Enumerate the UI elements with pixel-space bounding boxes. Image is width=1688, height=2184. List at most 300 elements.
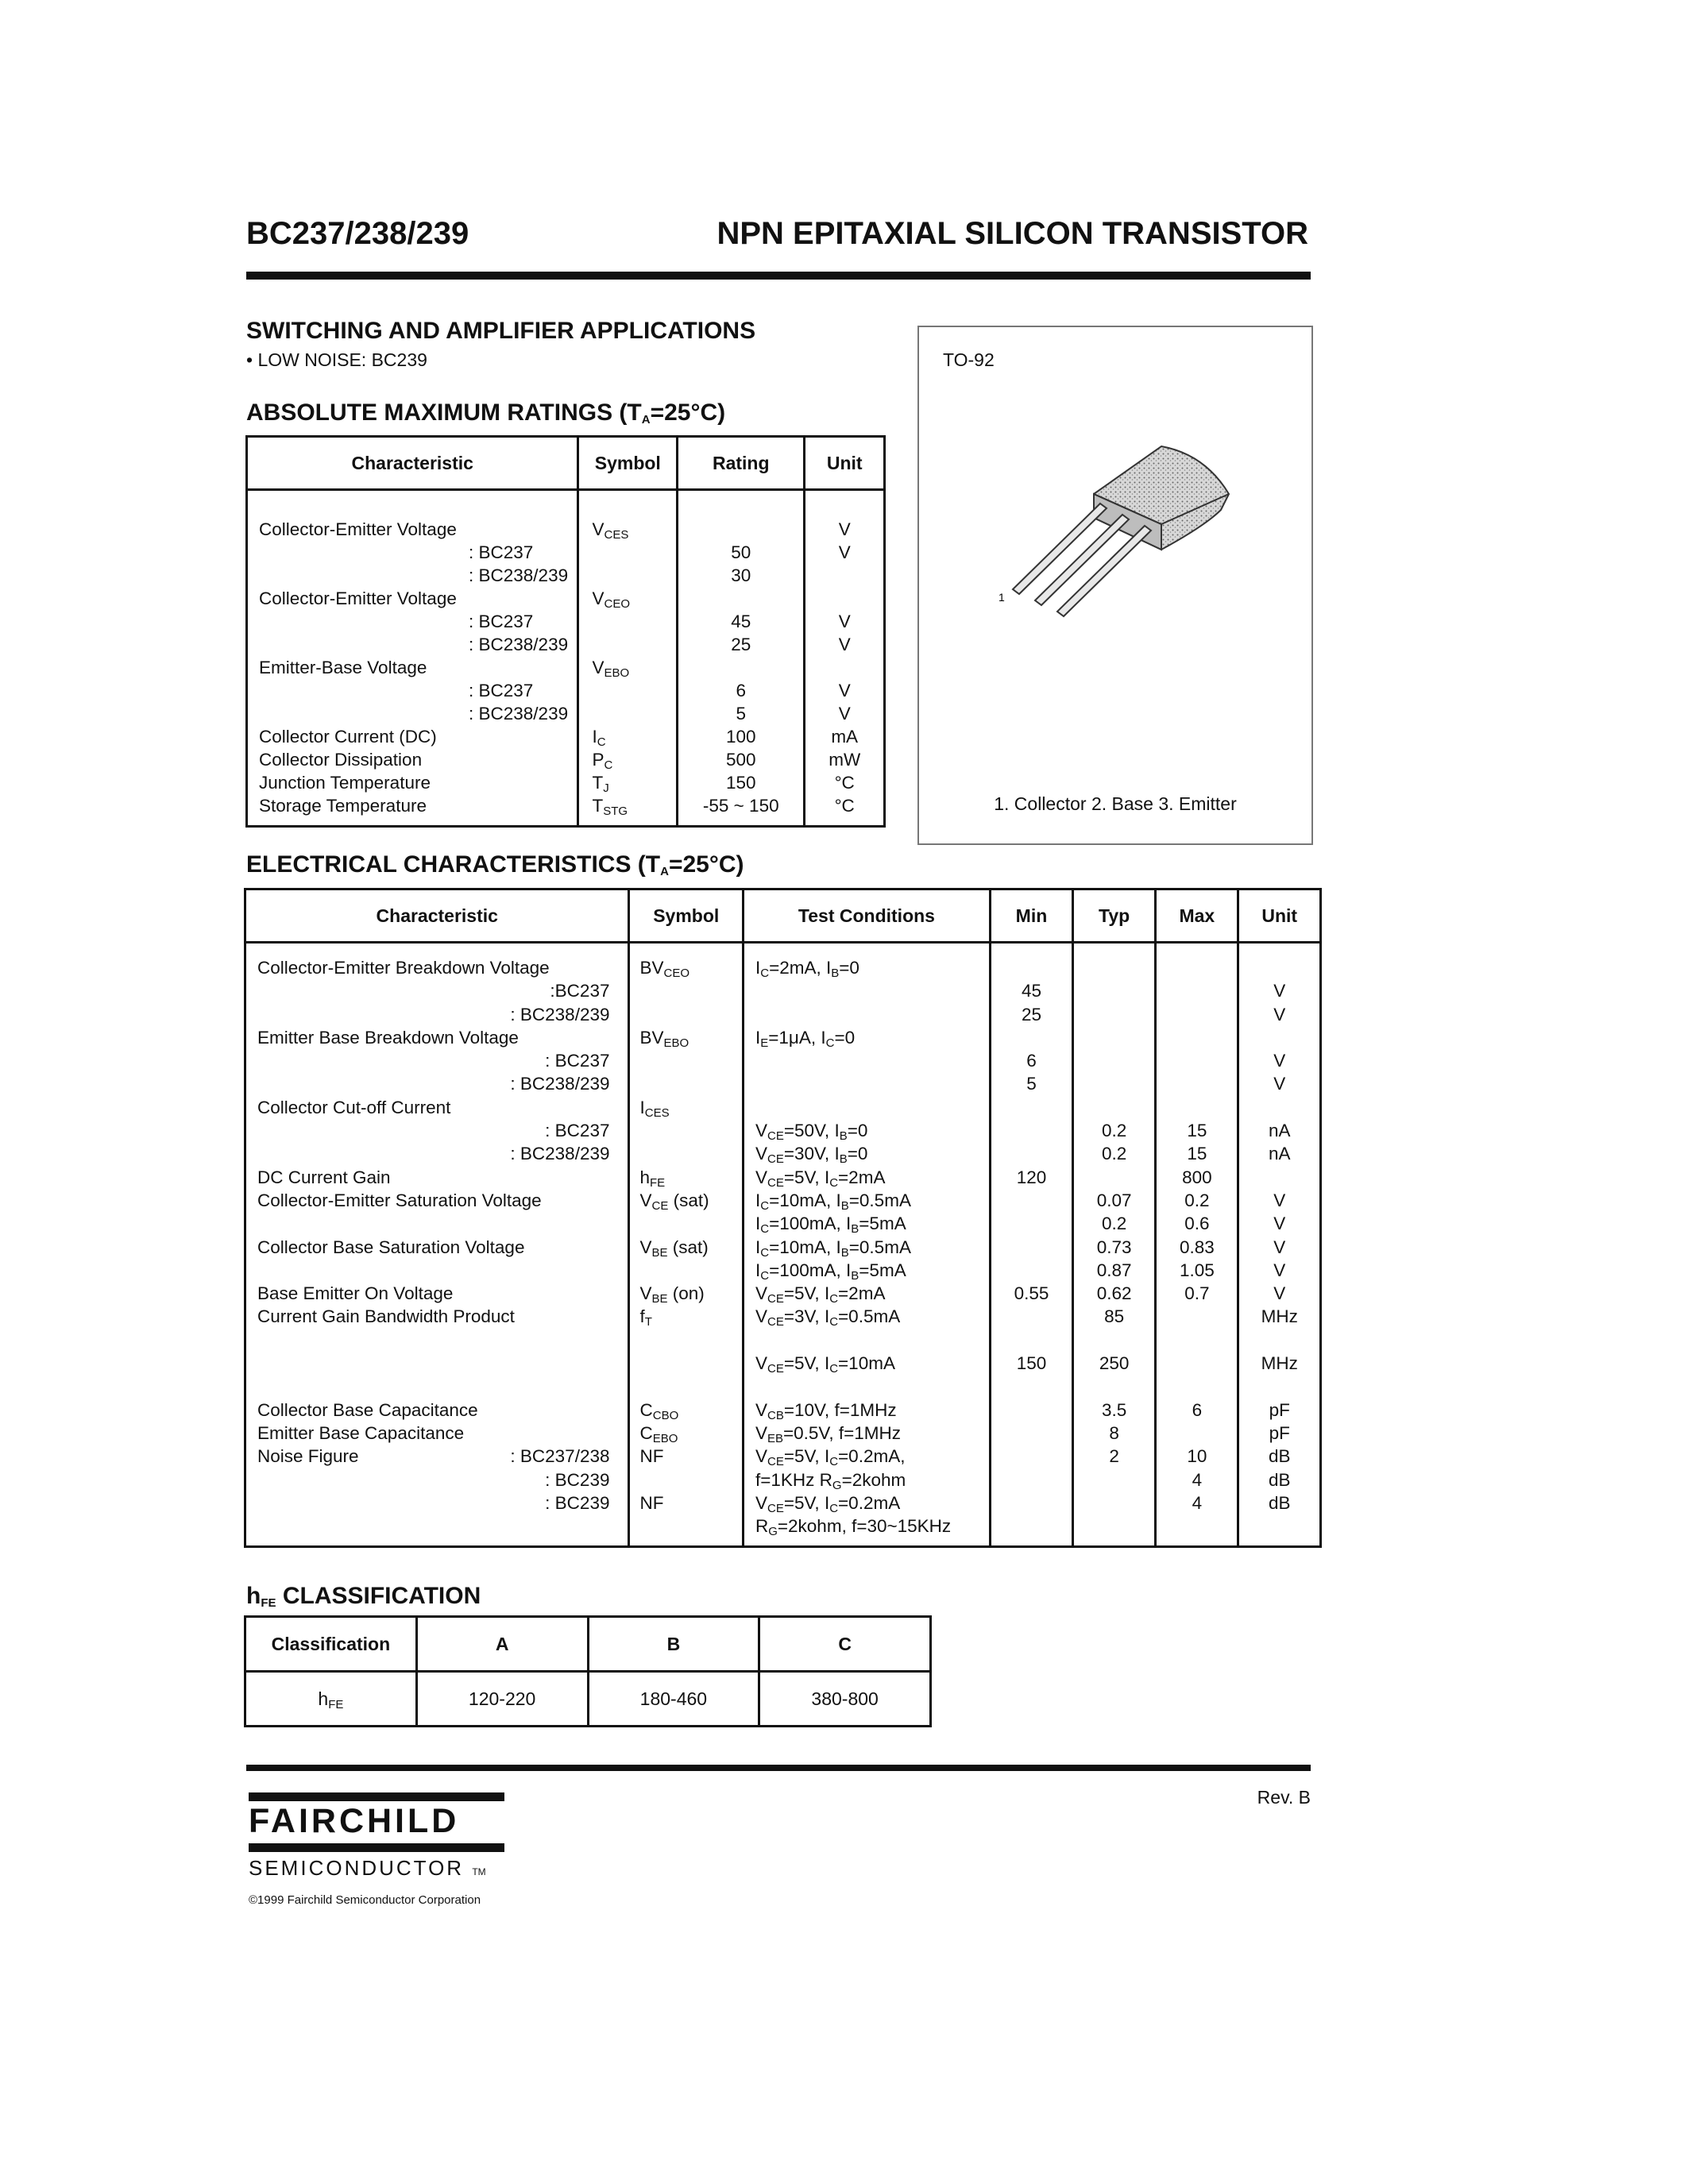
elec-heading: ELECTRICAL CHARACTERISTICS $(T_A=25^\circ C)$ — [246, 851, 744, 878]
elec-typ-value — [1075, 1049, 1153, 1072]
elec-symbol — [639, 1072, 740, 1095]
elec-unit-value: V — [1273, 1051, 1286, 1071]
elec-characteristic — [257, 1049, 627, 1072]
abs-max-symbol — [592, 610, 675, 633]
subscript: BE — [651, 1292, 668, 1306]
elec-max-value — [1157, 1352, 1236, 1375]
subscript: STG — [603, 805, 628, 818]
elec-characteristic-name: Collector Base Capacitance — [257, 1399, 478, 1420]
subscript: C — [829, 1362, 839, 1376]
elec-characteristic — [257, 1259, 627, 1282]
elec-min-value — [992, 1212, 1071, 1235]
abs-max-symbol: $V_{EBO}$ — [592, 658, 630, 680]
subscript: CE — [767, 1501, 784, 1515]
abs-max-unit — [806, 587, 883, 610]
elec-min-value: 150 — [1016, 1353, 1047, 1374]
abs-max-unit: °C — [834, 796, 855, 816]
elec-unit-value: V — [1273, 1237, 1286, 1257]
elec-characteristic-name: Collector Base Saturation Voltage — [257, 1237, 525, 1257]
elec-min-value — [992, 1468, 1071, 1491]
subscript: CE — [651, 1198, 669, 1213]
col-test-conditions: Test Conditions — [743, 889, 990, 943]
abs-max-symbol — [592, 541, 675, 564]
col-symbol: Symbol — [629, 889, 743, 943]
elec-condition — [755, 1096, 988, 1119]
elec-typ-value: 3.5 — [1102, 1399, 1127, 1420]
elec-min-value — [992, 1491, 1071, 1515]
elec-min-value — [992, 1399, 1071, 1422]
elec-max-value: 0.6 — [1184, 1214, 1210, 1234]
subscript: C — [825, 1036, 835, 1050]
elec-typ-value — [1075, 1491, 1153, 1515]
elec-symbol — [639, 1049, 740, 1072]
elec-symbol — [639, 979, 740, 1002]
abs-max-unit: V — [838, 542, 851, 562]
elec-typ-value — [1075, 1096, 1153, 1119]
elec-unit-value — [1240, 1096, 1319, 1119]
elec-characteristic — [257, 1236, 627, 1259]
abs-max-unit: mA — [831, 727, 859, 747]
elec-typ-value: 0.2 — [1102, 1121, 1127, 1141]
elec-symbol — [639, 1468, 740, 1491]
elec-max-value — [1157, 1305, 1236, 1328]
subscript: C — [829, 1175, 839, 1190]
elec-max-value — [1157, 1096, 1236, 1119]
elec-min-value — [992, 1422, 1071, 1445]
applications-heading: SWITCHING AND AMPLIFIER APPLICATIONS — [246, 318, 756, 344]
elec-unit-value — [1240, 1166, 1319, 1189]
elec-min-value: 45 — [1021, 981, 1041, 1001]
col-max: Max — [1156, 889, 1238, 943]
elec-symbol: $I_{CES}$ — [639, 1097, 670, 1120]
elec-min-value: 25 — [1021, 1004, 1041, 1024]
elec-unit-value — [1240, 1026, 1319, 1049]
elec-characteristic — [257, 1305, 627, 1328]
elec-condition — [755, 1329, 988, 1352]
elec-max-value: 15 — [1187, 1144, 1207, 1164]
col-symbol: Symbol — [578, 437, 678, 490]
elec-condition: $I_C=2mA$, $I_B=0$ — [755, 958, 859, 980]
elec-min-value — [992, 1096, 1071, 1119]
abs-max-unit: V — [838, 612, 851, 631]
abs-max-rating — [679, 587, 802, 610]
elec-characteristic-variant: : BC239 — [545, 1469, 610, 1490]
col-rating: Rating — [678, 437, 805, 490]
subscript: CES — [604, 528, 629, 542]
elec-unit-value: dB — [1268, 1469, 1291, 1490]
subscript: C — [760, 1245, 770, 1260]
elec-typ-value: 0.07 — [1096, 1190, 1132, 1210]
elec-unit-value — [1240, 1515, 1319, 1538]
elec-min-value: 6 — [1026, 1051, 1037, 1071]
elec-characteristic-variant: : BC237/238 — [510, 1446, 610, 1467]
elec-unit-value: nA — [1268, 1121, 1291, 1141]
elec-symbol: NF — [639, 1492, 664, 1513]
elec-max-value — [1157, 1003, 1236, 1026]
elec-characteristic — [257, 956, 627, 979]
subscript: C — [829, 1315, 839, 1329]
elec-symbol: $C_{CBO}$ — [639, 1399, 679, 1422]
elec-typ-value — [1075, 1003, 1153, 1026]
abs-max-unit: V — [838, 519, 851, 539]
elec-max-value: 6 — [1192, 1399, 1203, 1420]
abs-max-unit: °C — [834, 773, 855, 793]
abs-max-characteristic: : BC238/239 — [469, 704, 569, 723]
elec-symbol — [639, 1003, 740, 1026]
elec-symbol — [639, 1352, 740, 1375]
elec-symbol: $f_T$ — [639, 1306, 652, 1329]
footer-rule — [246, 1765, 1311, 1771]
subscript: CE — [767, 1455, 784, 1469]
elec-characteristic-name: Collector Cut-off Current — [257, 1097, 451, 1117]
elec-condition: $I_E=1\mu A$, $I_C=0$ — [755, 1027, 856, 1050]
abs-max-rating — [679, 656, 802, 679]
elec-unit-value: V — [1273, 1214, 1286, 1234]
elec-condition: f=1KHz $R_G=2kohm$ — [755, 1469, 906, 1492]
elec-min-value — [992, 1375, 1071, 1398]
elec-min-value — [992, 1445, 1071, 1468]
hfe-value-b: 180-460 — [588, 1672, 759, 1727]
abs-max-rating: 50 — [731, 542, 751, 562]
elec-unit-value: dB — [1268, 1492, 1291, 1513]
elec-max-value — [1157, 1329, 1236, 1352]
elec-symbol: $h_{FE}$ — [639, 1167, 666, 1190]
elec-max-value — [1157, 1375, 1236, 1398]
col-min: Min — [990, 889, 1072, 943]
elec-typ-value: 0.73 — [1096, 1237, 1132, 1257]
abs-max-rating: -55 ~ 150 — [702, 796, 779, 816]
elec-condition: $V_{CE}=5V$, $I_C=2mA$ — [755, 1283, 886, 1306]
elec-max-value — [1157, 1072, 1236, 1095]
subscript: CES — [644, 1106, 670, 1120]
elec-symbol: $BV_{EBO}$ — [639, 1027, 689, 1050]
abs-max-unit: V — [838, 635, 851, 654]
subscript: C — [760, 1268, 770, 1283]
elec-unit-value: nA — [1268, 1144, 1291, 1164]
elec-max-value: 800 — [1182, 1167, 1212, 1187]
elec-characteristic-variant: : BC237 — [545, 1051, 610, 1071]
subscript: FE — [650, 1175, 666, 1190]
elec-characteristic-name: DC Current Gain — [257, 1167, 391, 1187]
abs-max-characteristic: : BC237 — [469, 681, 534, 700]
subscript: EBO — [663, 1036, 689, 1050]
elec-typ-value: 0.87 — [1096, 1260, 1132, 1280]
elec-max-value: 4 — [1192, 1469, 1203, 1490]
abs-max-symbol — [592, 633, 675, 656]
abs-max-rating: 45 — [731, 612, 751, 631]
subscript: G — [832, 1478, 842, 1492]
elec-typ-value — [1075, 1072, 1153, 1095]
elec-typ-value — [1075, 1375, 1153, 1398]
elec-symbol — [639, 1329, 740, 1352]
elec-condition — [755, 1049, 988, 1072]
elec-typ-value: 250 — [1099, 1353, 1130, 1374]
hfe-row-label: $h_{FE}$ — [245, 1672, 417, 1727]
abs-max-symbol — [592, 564, 675, 587]
elec-unit-value — [1240, 956, 1319, 979]
abs-max-ratings — [678, 490, 805, 827]
abs-max-rating: 6 — [736, 681, 746, 700]
elec-min-value — [992, 1236, 1071, 1259]
elec-max-value: 0.7 — [1184, 1283, 1210, 1304]
page-title: NPN EPITAXIAL SILICON TRANSISTOR — [717, 216, 1308, 251]
subscript: CE — [767, 1152, 784, 1167]
subscript: C — [760, 967, 770, 980]
elec-unit-value: V — [1273, 1074, 1286, 1094]
subscript: C — [597, 735, 606, 749]
abs-max-units — [805, 490, 885, 827]
subscript: B — [839, 1129, 848, 1144]
abs-max-symbol: $I_C$ — [592, 727, 606, 749]
hfe-value-a: 120-220 — [416, 1672, 588, 1727]
elec-unit-value: V — [1273, 1260, 1286, 1280]
elec-min-value: 0.55 — [1014, 1283, 1049, 1304]
subscript: C — [760, 1222, 770, 1237]
abs-max-table — [245, 435, 886, 828]
subscript: C — [760, 1198, 770, 1213]
subscript: E — [760, 1036, 769, 1050]
subscript: J — [603, 781, 609, 795]
abs-max-characteristic: Junction Temperature — [259, 773, 431, 793]
abs-max-characteristic: Collector-Emitter Voltage — [259, 519, 457, 539]
abs-max-symbol: $T_J$ — [592, 773, 609, 795]
subscript: T — [644, 1315, 652, 1329]
elec-unit-value: V — [1273, 1004, 1286, 1024]
revision: Rev. B — [1257, 1787, 1311, 1808]
hfe-value-c: 380-800 — [759, 1672, 931, 1727]
abs-max-characteristic: : BC237 — [469, 612, 534, 631]
abs-max-unit: mW — [829, 750, 861, 770]
elec-characteristic — [257, 1375, 627, 1398]
subscript: C — [829, 1455, 839, 1469]
elec-max-value: 0.83 — [1179, 1237, 1215, 1257]
col-characteristic: Characteristic — [245, 889, 629, 943]
subscript: B — [839, 1152, 848, 1167]
subscript: BE — [651, 1245, 668, 1260]
abs-max-symbol: $P_C$ — [592, 750, 613, 772]
elec-condition — [755, 979, 988, 1002]
elec-min-value — [992, 1189, 1071, 1212]
elec-condition: $V_{CE}=30V$, $I_B=0$ — [755, 1144, 868, 1167]
package-panel — [917, 326, 1313, 845]
elec-condition: $V_{CE}=5V$, $I_C=0.2mA$ — [755, 1492, 901, 1515]
subscript: B — [851, 1268, 859, 1283]
elec-typ-value: 8 — [1109, 1422, 1119, 1443]
elec-characteristic — [257, 1468, 627, 1491]
elec-typ-value: 2 — [1109, 1446, 1119, 1467]
elec-symbol — [639, 1515, 740, 1538]
elec-max-value — [1157, 1422, 1236, 1445]
elec-characteristic — [257, 1491, 627, 1515]
col-classification: Classification — [245, 1617, 417, 1672]
elec-characteristic — [257, 1119, 627, 1142]
elec-characteristic-name: Collector-Emitter Saturation Voltage — [257, 1190, 542, 1210]
elec-condition — [755, 1003, 988, 1026]
elec-min-value — [992, 1329, 1071, 1352]
elec-characteristic — [257, 1166, 627, 1189]
subscript: CEO — [663, 967, 690, 980]
elec-unit-value: dB — [1268, 1446, 1291, 1467]
copyright: ©1999 Fairchild Semiconductor Corporation — [249, 1893, 481, 1907]
elec-symbol — [639, 1142, 740, 1165]
header-rule — [246, 272, 1311, 280]
elec-min-value — [992, 1119, 1071, 1142]
elec-characteristic-name: Base Emitter On Voltage — [257, 1283, 454, 1304]
elec-symbol: $V_{BE}$ (sat) — [639, 1237, 709, 1260]
elec-max-value: 1.05 — [1179, 1260, 1215, 1280]
elec-condition — [755, 1072, 988, 1095]
elec-body-row — [245, 943, 1321, 1547]
abs-max-characteristic: Collector Current (DC) — [259, 727, 437, 747]
fairchild-logo — [249, 1792, 504, 1888]
abs-max-unit: V — [838, 681, 851, 700]
elec-symbol: $C_{EBO}$ — [639, 1422, 678, 1445]
elec-unit-value: MHz — [1261, 1353, 1298, 1374]
elec-typ-value: 0.2 — [1102, 1214, 1127, 1234]
elec-condition: $V_{CE}=50V$, $I_B=0$ — [755, 1121, 868, 1144]
col-unit: Unit — [1238, 889, 1321, 943]
elec-max-value: 4 — [1192, 1492, 1203, 1513]
subscript: B — [840, 1198, 849, 1213]
elec-min-value — [992, 1515, 1071, 1538]
elec-condition: $I_C=100mA$, $I_B=5mA$ — [755, 1260, 906, 1283]
elec-min-value — [992, 956, 1071, 979]
elec-characteristic-name: Emitter Base Capacitance — [257, 1422, 465, 1443]
elec-characteristic-variant: : BC238/239 — [510, 1004, 610, 1024]
elec-max-value: 15 — [1187, 1121, 1207, 1141]
elec-symbol — [639, 1259, 740, 1282]
subscript: CE — [767, 1175, 784, 1190]
elec-characteristic — [257, 1142, 627, 1165]
subscript: C — [829, 1292, 839, 1306]
abs-max-rating: 5 — [736, 704, 746, 723]
elec-max-value: 10 — [1187, 1446, 1207, 1467]
elec-characteristic-variant: :BC237 — [550, 981, 610, 1001]
elec-unit-value: V — [1273, 1283, 1286, 1304]
elec-characteristic — [257, 1329, 627, 1352]
elec-characteristic — [257, 1282, 627, 1305]
elec-min-value: 120 — [1016, 1167, 1047, 1187]
subscript: EBO — [604, 666, 630, 680]
elec-symbol: NF — [639, 1446, 664, 1467]
elec-characteristic-variant: : BC239 — [545, 1492, 610, 1513]
elec-typ-value — [1075, 1515, 1153, 1538]
elec-condition — [755, 1375, 988, 1398]
elec-conditions — [743, 943, 990, 1547]
col-c: C — [759, 1617, 931, 1672]
subscript: CE — [767, 1292, 784, 1306]
col-typ: Typ — [1073, 889, 1156, 943]
logo-wordmark: FAIRCHILD — [249, 1802, 460, 1840]
elec-condition: $V_{CB}=10V$, f=1MHz — [755, 1399, 897, 1422]
pin-1-marker: 1 — [999, 591, 1005, 604]
elec-unit-value: MHz — [1261, 1306, 1298, 1327]
abs-max-unit — [806, 656, 883, 679]
abs-max-rating: 25 — [731, 635, 751, 654]
subscript: B — [840, 1245, 849, 1260]
subscript: CBO — [652, 1408, 679, 1422]
elec-characteristic — [257, 1445, 627, 1468]
elec-typ-value — [1075, 1026, 1153, 1049]
abs-max-characteristic: : BC238/239 — [469, 565, 569, 585]
abs-max-header-row — [247, 437, 885, 490]
elec-max-values — [1156, 943, 1238, 1547]
hfe-header-row — [245, 1617, 931, 1672]
abs-max-symbols — [578, 490, 678, 827]
elec-max-value — [1157, 1026, 1236, 1049]
abs-max-unit — [806, 564, 883, 587]
elec-unit-value: pF — [1269, 1422, 1290, 1443]
part-number: BC237/238/239 — [246, 216, 469, 251]
elec-characteristic — [257, 1189, 627, 1212]
elec-unit-value — [1240, 1375, 1319, 1398]
elec-symbols — [629, 943, 743, 1547]
elec-typ-value — [1075, 979, 1153, 1002]
elec-condition: $I_C=10mA$, $I_B=0.5mA$ — [755, 1237, 911, 1260]
elec-condition: $V_{EB}=0.5V$, f=1MHz — [755, 1422, 902, 1445]
elec-characteristic — [257, 1352, 627, 1375]
to92-package-illustration — [967, 438, 1269, 693]
abs-max-rating — [679, 518, 802, 541]
elec-min-value — [992, 1026, 1071, 1049]
abs-max-rating: 30 — [731, 565, 751, 585]
elec-unit-value — [1240, 1329, 1319, 1352]
subscript: CEO — [604, 597, 630, 611]
elec-characteristic-variant: : BC237 — [545, 1121, 610, 1141]
abs-max-characteristic: Collector Dissipation — [259, 750, 423, 770]
subscript: CE — [767, 1362, 784, 1376]
elec-condition: $V_{CE}=5V$, $I_C=10mA$ — [755, 1353, 895, 1376]
pinout-caption: 1. Collector 2. Base 3. Emitter — [994, 793, 1237, 814]
elec-characteristic-variant: : BC238/239 — [510, 1074, 610, 1094]
elec-characteristic — [257, 979, 627, 1002]
subscript: CB — [767, 1408, 784, 1422]
elec-condition: $I_C=10mA$, $I_B=0.5mA$ — [755, 1190, 911, 1213]
elec-characteristic-variant: : BC238/239 — [510, 1144, 610, 1164]
elec-typ-value — [1075, 1329, 1153, 1352]
elec-min-value — [992, 1259, 1071, 1282]
elec-condition: $R_G=2kohm$, f=30~15KHz — [755, 1516, 952, 1539]
elec-characteristic-name: Current Gain Bandwidth Product — [257, 1306, 515, 1327]
abs-max-body-row — [247, 490, 885, 827]
package-name: TO-92 — [943, 349, 995, 370]
elec-condition: $V_{CE}=5V$, $I_C=0.2mA$, — [755, 1446, 906, 1469]
elec-typ-value: 0.2 — [1102, 1144, 1127, 1164]
applications-bullet: • LOW NOISE: BC239 — [246, 349, 427, 370]
subscript: B — [831, 967, 840, 980]
elec-characteristic-name: Collector-Emitter Breakdown Voltage — [257, 958, 550, 978]
elec-condition: $V_{CE}=5V$, $I_C=2mA$ — [755, 1167, 886, 1190]
abs-max-symbol: $V_{CEO}$ — [592, 588, 630, 611]
elec-typ-value — [1075, 1468, 1153, 1491]
abs-max-symbol — [592, 702, 675, 725]
abs-max-characteristics — [247, 490, 578, 827]
subscript: EBO — [652, 1431, 678, 1445]
logo-subtitle: SEMICONDUCTOR TM — [249, 1856, 486, 1880]
hfe-value-row — [245, 1672, 931, 1727]
elec-symbol: $V_{CE}$ (sat) — [639, 1190, 709, 1213]
elec-table — [244, 888, 1322, 1548]
abs-max-characteristic: Storage Temperature — [259, 796, 427, 816]
subscript: C — [829, 1501, 839, 1515]
elec-typ-value — [1075, 956, 1153, 979]
elec-min-values — [990, 943, 1072, 1547]
elec-typ-value: 85 — [1104, 1306, 1125, 1327]
elec-units — [1238, 943, 1321, 1547]
col-characteristic: Characteristic — [247, 437, 578, 490]
col-unit: Unit — [805, 437, 885, 490]
elec-max-value — [1157, 1515, 1236, 1538]
